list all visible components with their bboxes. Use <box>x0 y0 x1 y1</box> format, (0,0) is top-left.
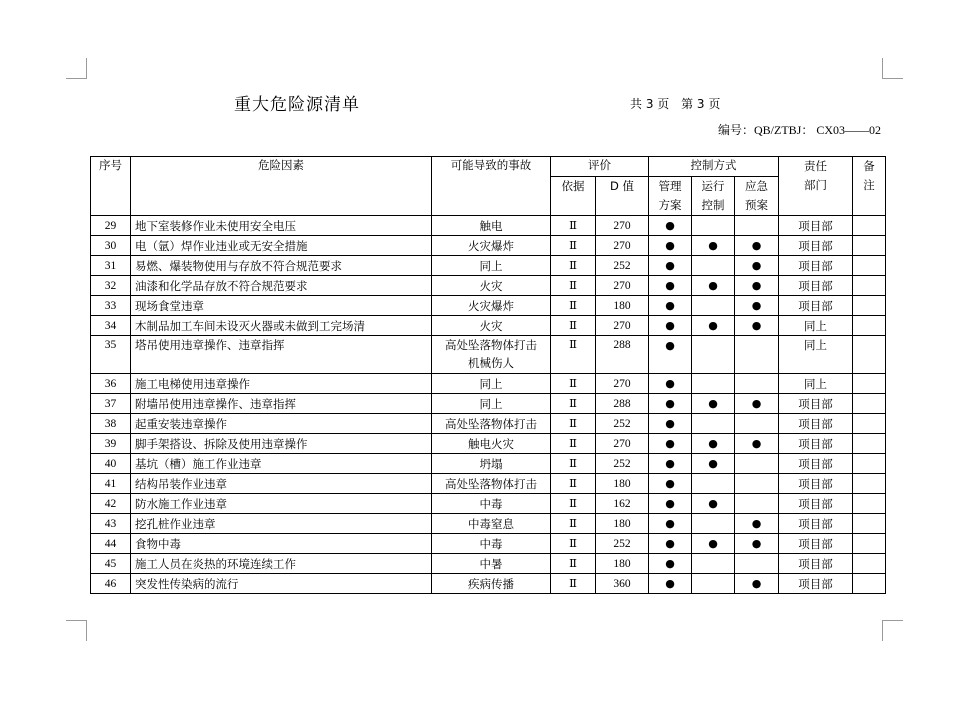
row-seq: 39 <box>91 434 131 454</box>
row-basis: Ⅱ <box>551 434 596 454</box>
header-factor: 危险因素 <box>131 157 432 216</box>
row-factor: 木制品加工车间未设灭火器或未做到工完场清 <box>131 316 432 336</box>
row-note <box>853 256 886 276</box>
row-factor: 防水施工作业违章 <box>131 494 432 514</box>
row-emerg-cell <box>735 236 779 256</box>
row-d-value: 270 <box>596 434 649 454</box>
row-basis: Ⅱ <box>551 316 596 336</box>
row-accident-text: 触电火灾 <box>468 436 514 451</box>
ops-dot-icon: ● <box>708 397 718 410</box>
header-accident: 可能导致的事故 <box>432 157 551 216</box>
row-mgmt-cell <box>649 316 692 336</box>
row-emerg-cell <box>735 574 779 594</box>
row-seq: 35 <box>91 336 131 374</box>
row-accident-text: 火灾 <box>479 318 503 333</box>
row-factor: 突发性传染病的流行 <box>131 574 432 594</box>
crop-mark-bottom-right <box>882 620 903 641</box>
row-d-value: 270 <box>596 316 649 336</box>
row-mgmt-cell <box>649 434 692 454</box>
row-basis: Ⅱ <box>551 454 596 474</box>
ops-dot-icon: ● <box>708 437 718 450</box>
row-d-value: 180 <box>596 296 649 316</box>
row-accident-text-2: 机械伤人 <box>468 356 514 370</box>
ops-dot-icon: ● <box>708 319 718 332</box>
row-accident <box>432 336 551 374</box>
row-ops-cell <box>692 534 735 554</box>
mgmt-dot-icon: ● <box>665 397 675 410</box>
table-row <box>91 296 886 316</box>
row-accident <box>432 454 551 474</box>
emerg-dot-icon: ● <box>751 259 762 272</box>
row-note <box>853 296 886 316</box>
row-note <box>853 316 886 336</box>
row-emerg-cell <box>735 434 779 454</box>
row-factor: 施工人员在炎热的环境连续工作 <box>131 554 432 574</box>
row-accident-text: 高处坠落物体打击 <box>445 416 537 431</box>
row-emerg-cell <box>735 474 779 494</box>
row-d-value: 360 <box>596 574 649 594</box>
row-seq: 38 <box>91 414 131 434</box>
row-resp: 项目部 <box>779 434 853 454</box>
mgmt-dot-icon: ● <box>665 517 675 530</box>
table-row <box>91 434 886 454</box>
row-d-value: 270 <box>596 374 649 394</box>
row-ops-cell <box>692 276 735 296</box>
emerg-dot-icon: ● <box>751 279 762 292</box>
header-seq: 序号 <box>91 157 131 216</box>
row-factor: 易燃、爆装物使用与存放不符合规范要求 <box>131 256 432 276</box>
mgmt-dot-icon: ● <box>665 437 675 450</box>
row-note <box>853 494 886 514</box>
row-resp: 同上 <box>779 336 853 374</box>
row-factor: 附墙吊使用违章操作、违章指挥 <box>131 394 432 414</box>
row-d-value: 252 <box>596 454 649 474</box>
ops-dot-icon: ● <box>708 497 718 510</box>
row-accident-text: 火灾爆炸 <box>468 298 514 313</box>
row-note <box>853 216 886 236</box>
row-d-value: 252 <box>596 256 649 276</box>
table-row <box>91 236 886 256</box>
row-accident <box>432 374 551 394</box>
row-accident-text: 火灾爆炸 <box>468 238 514 253</box>
row-accident-text: 中暑 <box>479 556 503 571</box>
row-factor: 结构吊装作业违章 <box>131 474 432 494</box>
row-resp: 项目部 <box>779 296 853 316</box>
mgmt-dot-icon: ● <box>665 339 675 352</box>
row-resp: 项目部 <box>779 216 853 236</box>
row-accident-text: 高处坠落物体打击 <box>445 338 537 352</box>
row-basis: Ⅱ <box>551 554 596 574</box>
row-accident <box>432 494 551 514</box>
row-note <box>853 336 886 374</box>
header-ops: 运行控制 <box>692 177 735 216</box>
row-mgmt-cell <box>649 216 692 236</box>
row-mgmt-cell <box>649 336 692 374</box>
row-basis: Ⅱ <box>551 296 596 316</box>
row-ops-cell <box>692 336 735 374</box>
row-mgmt-cell <box>649 276 692 296</box>
row-accident <box>432 474 551 494</box>
row-accident-text: 坍塌 <box>479 456 503 471</box>
row-resp: 项目部 <box>779 236 853 256</box>
row-emerg-cell <box>735 514 779 534</box>
row-emerg-cell <box>735 256 779 276</box>
mgmt-dot-icon: ● <box>665 537 675 550</box>
row-basis: Ⅱ <box>551 494 596 514</box>
ops-dot-icon: ● <box>708 457 718 470</box>
row-seq: 41 <box>91 474 131 494</box>
table-row <box>91 554 886 574</box>
row-resp: 项目部 <box>779 394 853 414</box>
row-emerg-cell <box>735 414 779 434</box>
row-factor: 电（氩）焊作业违业或无安全措施 <box>131 236 432 256</box>
row-basis: Ⅱ <box>551 394 596 414</box>
mgmt-dot-icon: ● <box>665 377 675 390</box>
row-accident-text: 火灾 <box>479 278 503 293</box>
row-emerg-cell <box>735 276 779 296</box>
row-accident-text: 同上 <box>479 376 503 391</box>
table-row <box>91 574 886 594</box>
mgmt-dot-icon: ● <box>665 239 675 252</box>
row-accident-text: 中毒窒息 <box>468 516 514 531</box>
row-ops-cell <box>692 554 735 574</box>
table-row <box>91 534 886 554</box>
row-factor: 基坑（槽）施工作业违章 <box>131 454 432 474</box>
row-seq: 30 <box>91 236 131 256</box>
row-note <box>853 474 886 494</box>
row-note <box>853 574 886 594</box>
page-total: 共 3 页 <box>630 97 670 111</box>
row-resp: 项目部 <box>779 256 853 276</box>
emerg-dot-icon: ● <box>751 299 762 312</box>
row-d-value: 252 <box>596 414 649 434</box>
page-info <box>630 95 728 112</box>
row-ops-cell <box>692 494 735 514</box>
table-row <box>91 216 886 236</box>
row-d-value: 288 <box>596 394 649 414</box>
row-note <box>853 276 886 296</box>
row-accident <box>432 574 551 594</box>
row-ops-cell <box>692 574 735 594</box>
row-emerg-cell <box>735 216 779 236</box>
row-seq: 36 <box>91 374 131 394</box>
row-accident-text: 同上 <box>479 258 503 273</box>
row-accident-text: 触电 <box>479 218 503 233</box>
table-row <box>91 276 886 296</box>
row-basis: Ⅱ <box>551 256 596 276</box>
header-d-value: D 值 <box>596 177 649 216</box>
row-ops-cell <box>692 414 735 434</box>
emerg-dot-icon: ● <box>751 319 762 332</box>
row-accident <box>432 554 551 574</box>
document-code: 编号：QB/ZTBJ： CX03——02 <box>718 123 882 137</box>
row-accident <box>432 316 551 336</box>
header-control: 控制方式 <box>649 157 779 177</box>
row-seq: 37 <box>91 394 131 414</box>
row-resp: 项目部 <box>779 494 853 514</box>
row-seq: 29 <box>91 216 131 236</box>
row-accident <box>432 514 551 534</box>
row-resp: 项目部 <box>779 454 853 474</box>
row-factor: 现场食堂违章 <box>131 296 432 316</box>
row-seq: 46 <box>91 574 131 594</box>
row-ops-cell <box>692 434 735 454</box>
row-d-value: 270 <box>596 216 649 236</box>
row-seq: 34 <box>91 316 131 336</box>
table-row <box>91 414 886 434</box>
row-note <box>853 394 886 414</box>
row-note <box>853 534 886 554</box>
row-seq: 40 <box>91 454 131 474</box>
row-basis: Ⅱ <box>551 236 596 256</box>
row-emerg-cell <box>735 374 779 394</box>
mgmt-dot-icon: ● <box>665 457 675 470</box>
row-mgmt-cell <box>649 236 692 256</box>
row-d-value: 252 <box>596 534 649 554</box>
document-title: 重大危险源清单 <box>234 95 360 115</box>
header-note: 备注 <box>853 157 886 216</box>
row-note <box>853 554 886 574</box>
row-seq: 33 <box>91 296 131 316</box>
row-accident-text: 中毒 <box>479 496 503 511</box>
row-basis: Ⅱ <box>551 336 596 374</box>
ops-dot-icon: ● <box>708 279 718 292</box>
row-ops-cell <box>692 454 735 474</box>
row-resp: 项目部 <box>779 554 853 574</box>
row-ops-cell <box>692 394 735 414</box>
row-factor: 塔吊使用违章操作、违章指挥 <box>131 336 432 374</box>
row-d-value: 270 <box>596 236 649 256</box>
row-ops-cell <box>692 256 735 276</box>
row-basis: Ⅱ <box>551 276 596 296</box>
row-ops-cell <box>692 316 735 336</box>
row-basis: Ⅱ <box>551 216 596 236</box>
row-basis: Ⅱ <box>551 414 596 434</box>
row-accident <box>432 414 551 434</box>
row-mgmt-cell <box>649 374 692 394</box>
row-mgmt-cell <box>649 454 692 474</box>
row-resp: 项目部 <box>779 414 853 434</box>
row-note <box>853 454 886 474</box>
emerg-dot-icon: ● <box>751 437 762 450</box>
row-ops-cell <box>692 374 735 394</box>
row-seq: 43 <box>91 514 131 534</box>
mgmt-dot-icon: ● <box>665 259 675 272</box>
ops-dot-icon: ● <box>708 239 718 252</box>
table-row <box>91 514 886 534</box>
row-emerg-cell <box>735 336 779 374</box>
crop-mark-bottom-left <box>66 620 87 641</box>
mgmt-dot-icon: ● <box>665 497 675 510</box>
row-factor: 起重安装违章操作 <box>131 414 432 434</box>
row-resp: 项目部 <box>779 276 853 296</box>
row-note <box>853 514 886 534</box>
mgmt-dot-icon: ● <box>665 279 675 292</box>
row-ops-cell <box>692 474 735 494</box>
row-seq: 31 <box>91 256 131 276</box>
mgmt-dot-icon: ● <box>665 577 675 590</box>
header-eval: 评价 <box>551 157 649 177</box>
row-resp: 项目部 <box>779 474 853 494</box>
row-accident <box>432 256 551 276</box>
row-mgmt-cell <box>649 514 692 534</box>
row-emerg-cell <box>735 296 779 316</box>
row-accident <box>432 216 551 236</box>
row-emerg-cell <box>735 454 779 474</box>
row-resp: 项目部 <box>779 574 853 594</box>
row-mgmt-cell <box>649 534 692 554</box>
row-mgmt-cell <box>649 296 692 316</box>
row-mgmt-cell <box>649 414 692 434</box>
row-ops-cell <box>692 514 735 534</box>
emerg-dot-icon: ● <box>751 239 762 252</box>
row-ops-cell <box>692 296 735 316</box>
hazard-table <box>90 156 886 594</box>
emerg-dot-icon: ● <box>751 577 762 590</box>
mgmt-dot-icon: ● <box>665 417 675 430</box>
row-mgmt-cell <box>649 574 692 594</box>
row-resp: 同上 <box>779 316 853 336</box>
row-resp: 同上 <box>779 374 853 394</box>
row-mgmt-cell <box>649 394 692 414</box>
row-basis: Ⅱ <box>551 574 596 594</box>
row-d-value: 180 <box>596 514 649 534</box>
row-ops-cell <box>692 216 735 236</box>
row-d-value: 180 <box>596 474 649 494</box>
crop-mark-top-right <box>882 58 903 79</box>
row-mgmt-cell <box>649 494 692 514</box>
row-accident <box>432 534 551 554</box>
emerg-dot-icon: ● <box>751 397 762 410</box>
emerg-dot-icon: ● <box>751 537 762 550</box>
row-ops-cell <box>692 236 735 256</box>
row-note <box>853 434 886 454</box>
row-resp: 项目部 <box>779 534 853 554</box>
row-note <box>853 414 886 434</box>
row-accident <box>432 434 551 454</box>
row-factor: 地下室装修作业未使用安全电压 <box>131 216 432 236</box>
table-row <box>91 256 886 276</box>
table-row <box>91 454 886 474</box>
row-mgmt-cell <box>649 474 692 494</box>
row-basis: Ⅱ <box>551 514 596 534</box>
table-row <box>91 336 886 374</box>
table-row <box>91 394 886 414</box>
row-factor: 食物中毒 <box>131 534 432 554</box>
row-emerg-cell <box>735 554 779 574</box>
mgmt-dot-icon: ● <box>665 557 675 570</box>
row-basis: Ⅱ <box>551 374 596 394</box>
row-seq: 32 <box>91 276 131 296</box>
row-factor: 脚手架搭设、拆除及使用违章操作 <box>131 434 432 454</box>
mgmt-dot-icon: ● <box>665 299 675 312</box>
row-accident <box>432 394 551 414</box>
row-basis: Ⅱ <box>551 534 596 554</box>
crop-mark-top-left <box>66 58 87 79</box>
row-seq: 42 <box>91 494 131 514</box>
row-note <box>853 374 886 394</box>
row-accident-text: 同上 <box>479 396 503 411</box>
row-accident <box>432 276 551 296</box>
table-row <box>91 316 886 336</box>
mgmt-dot-icon: ● <box>665 319 675 332</box>
emerg-dot-icon: ● <box>751 517 762 530</box>
table-row <box>91 474 886 494</box>
row-seq: 44 <box>91 534 131 554</box>
row-accident-text: 疾病传播 <box>468 576 514 591</box>
header-mgmt: 管理方案 <box>649 177 692 216</box>
mgmt-dot-icon: ● <box>665 219 675 232</box>
table-row <box>91 494 886 514</box>
ops-dot-icon: ● <box>708 537 718 550</box>
table-row <box>91 374 886 394</box>
row-note <box>853 236 886 256</box>
row-accident <box>432 296 551 316</box>
row-emerg-cell <box>735 494 779 514</box>
mgmt-dot-icon: ● <box>665 477 675 490</box>
table-body <box>91 216 886 594</box>
row-resp: 项目部 <box>779 514 853 534</box>
row-mgmt-cell <box>649 554 692 574</box>
row-accident-text: 中毒 <box>479 536 503 551</box>
row-basis: Ⅱ <box>551 474 596 494</box>
header-resp: 责任部门 <box>779 157 853 216</box>
row-accident-text: 高处坠落物体打击 <box>445 476 537 491</box>
row-d-value: 162 <box>596 494 649 514</box>
row-factor: 挖孔桩作业违章 <box>131 514 432 534</box>
row-d-value: 270 <box>596 276 649 296</box>
row-emerg-cell <box>735 394 779 414</box>
row-mgmt-cell <box>649 256 692 276</box>
row-factor: 油漆和化学品存放不符合规范要求 <box>131 276 432 296</box>
header-emerg: 应急预案 <box>735 177 779 216</box>
page-current: 第 3 页 <box>681 97 721 111</box>
row-accident <box>432 236 551 256</box>
row-d-value: 180 <box>596 554 649 574</box>
row-emerg-cell <box>735 534 779 554</box>
row-emerg-cell <box>735 316 779 336</box>
row-factor: 施工电梯使用违章操作 <box>131 374 432 394</box>
header-basis: 依据 <box>551 177 596 216</box>
row-d-value: 288 <box>596 336 649 374</box>
row-seq: 45 <box>91 554 131 574</box>
